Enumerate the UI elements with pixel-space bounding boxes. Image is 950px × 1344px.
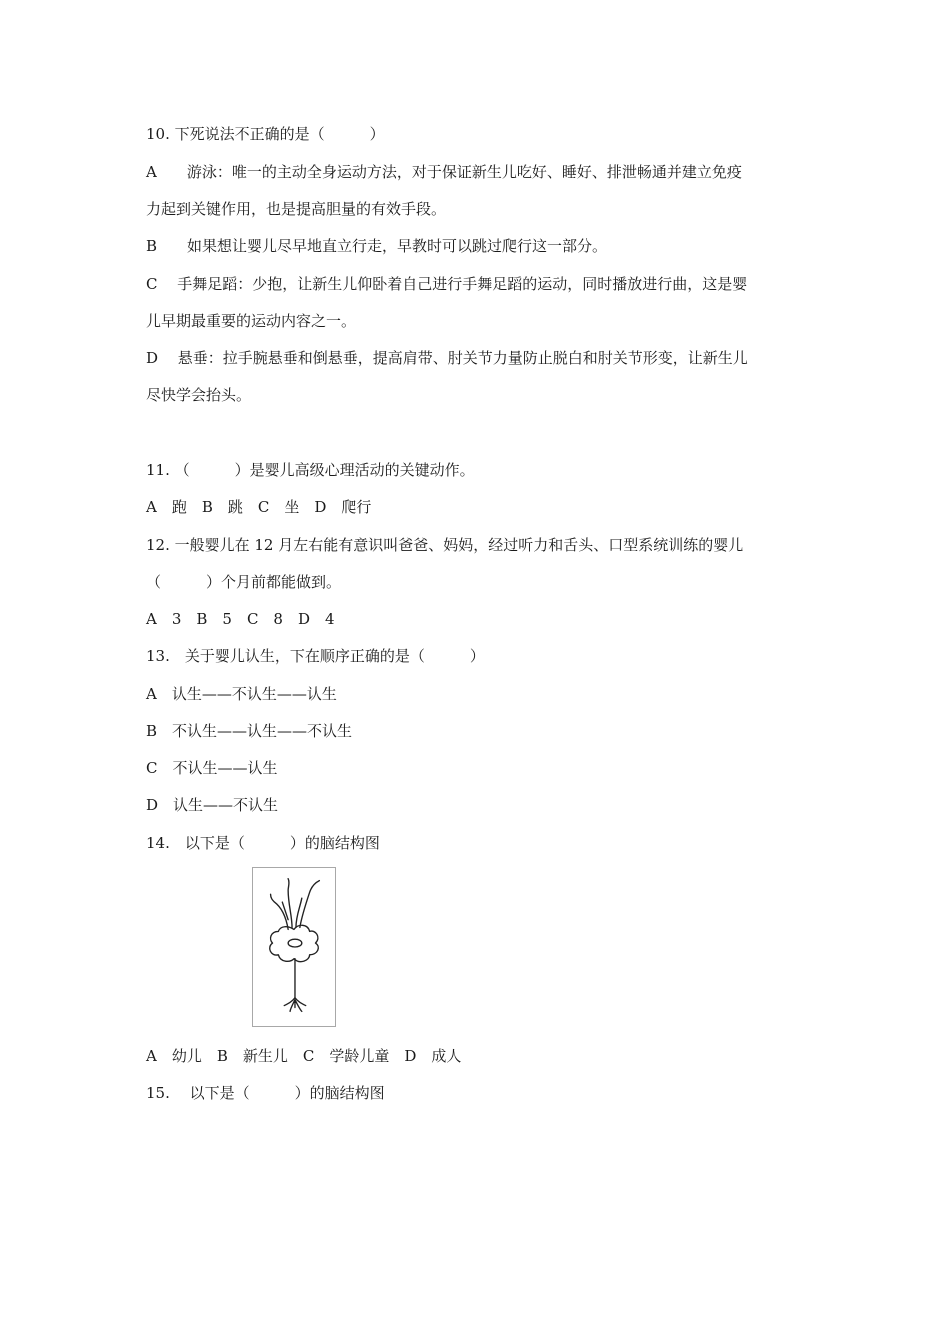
q12-stem-line2: （ ）个月前都能做到。 [146,573,342,591]
q13-option-d: D 认生——不认生 [146,796,279,814]
q10-option-b: B 如果想让婴儿尽早地直立行走，早教时可以跳过爬行这一部分。 [146,237,608,255]
q14-options: A 幼儿 B 新生儿 C 学龄儿童 D 成人 [146,1047,462,1065]
q10-option-a-line1: A 游泳：唯一的主动全身运动方法，对于保证新生儿吃好、睡好、排泄畅通并建立免疫 [146,163,742,181]
axon-terminals [284,998,305,1012]
dendrite-middle-left [288,879,292,928]
dendrite-right [300,881,320,928]
q13-option-c: C 不认生——认生 [146,759,278,777]
q11-stem: 11. （ ）是婴儿高级心理活动的关键动作。 [146,461,475,479]
neuron-diagram-figure [252,867,336,1027]
q11-options: A 跑 B 跳 C 坐 D 爬行 [146,498,372,516]
q10-option-d-line2: 尽快学会抬头。 [146,386,252,404]
q12-options: A 3 B 5 C 8 D 4 [146,610,335,628]
q14-stem: 14. 以下是（ ）的脑结构图 [146,834,380,852]
q10-option-a-line2: 力起到关键作用，也是提高胆量的有效手段。 [146,200,447,218]
q10-option-c-line2: 儿早期最重要的运动内容之一。 [146,312,357,330]
q13-stem: 13. 关于婴儿认生，下在顺序正确的是（ ） [146,647,485,665]
q10-stem: 10. 下死说法不正确的是（ ） [146,125,385,143]
q10-option-c-line1: C 手舞足蹈：少抱，让新生儿仰卧着自己进行手舞足蹈的运动，同时播放进行曲，这是婴 [146,275,748,293]
neuron-drawing [253,868,335,1026]
q15-stem: 15. 以下是（ ）的脑结构图 [146,1084,385,1102]
q12-stem-line1: 12. 一般婴儿在 12 月左右能有意识叫爸爸、妈妈，经过听力和舌头、口型系统训练的婴儿 [146,536,744,554]
cell-body [270,925,319,961]
q13-option-a: A 认生——不认生——认生 [146,685,337,703]
q13-option-b: B 不认生——认生——不认生 [146,722,353,740]
nucleus [288,939,302,947]
q10-option-d-line1: D 悬垂：拉手腕悬垂和倒悬垂，提高肩带、肘关节力量防止脱白和肘关节形变，让新生儿 [146,349,748,367]
